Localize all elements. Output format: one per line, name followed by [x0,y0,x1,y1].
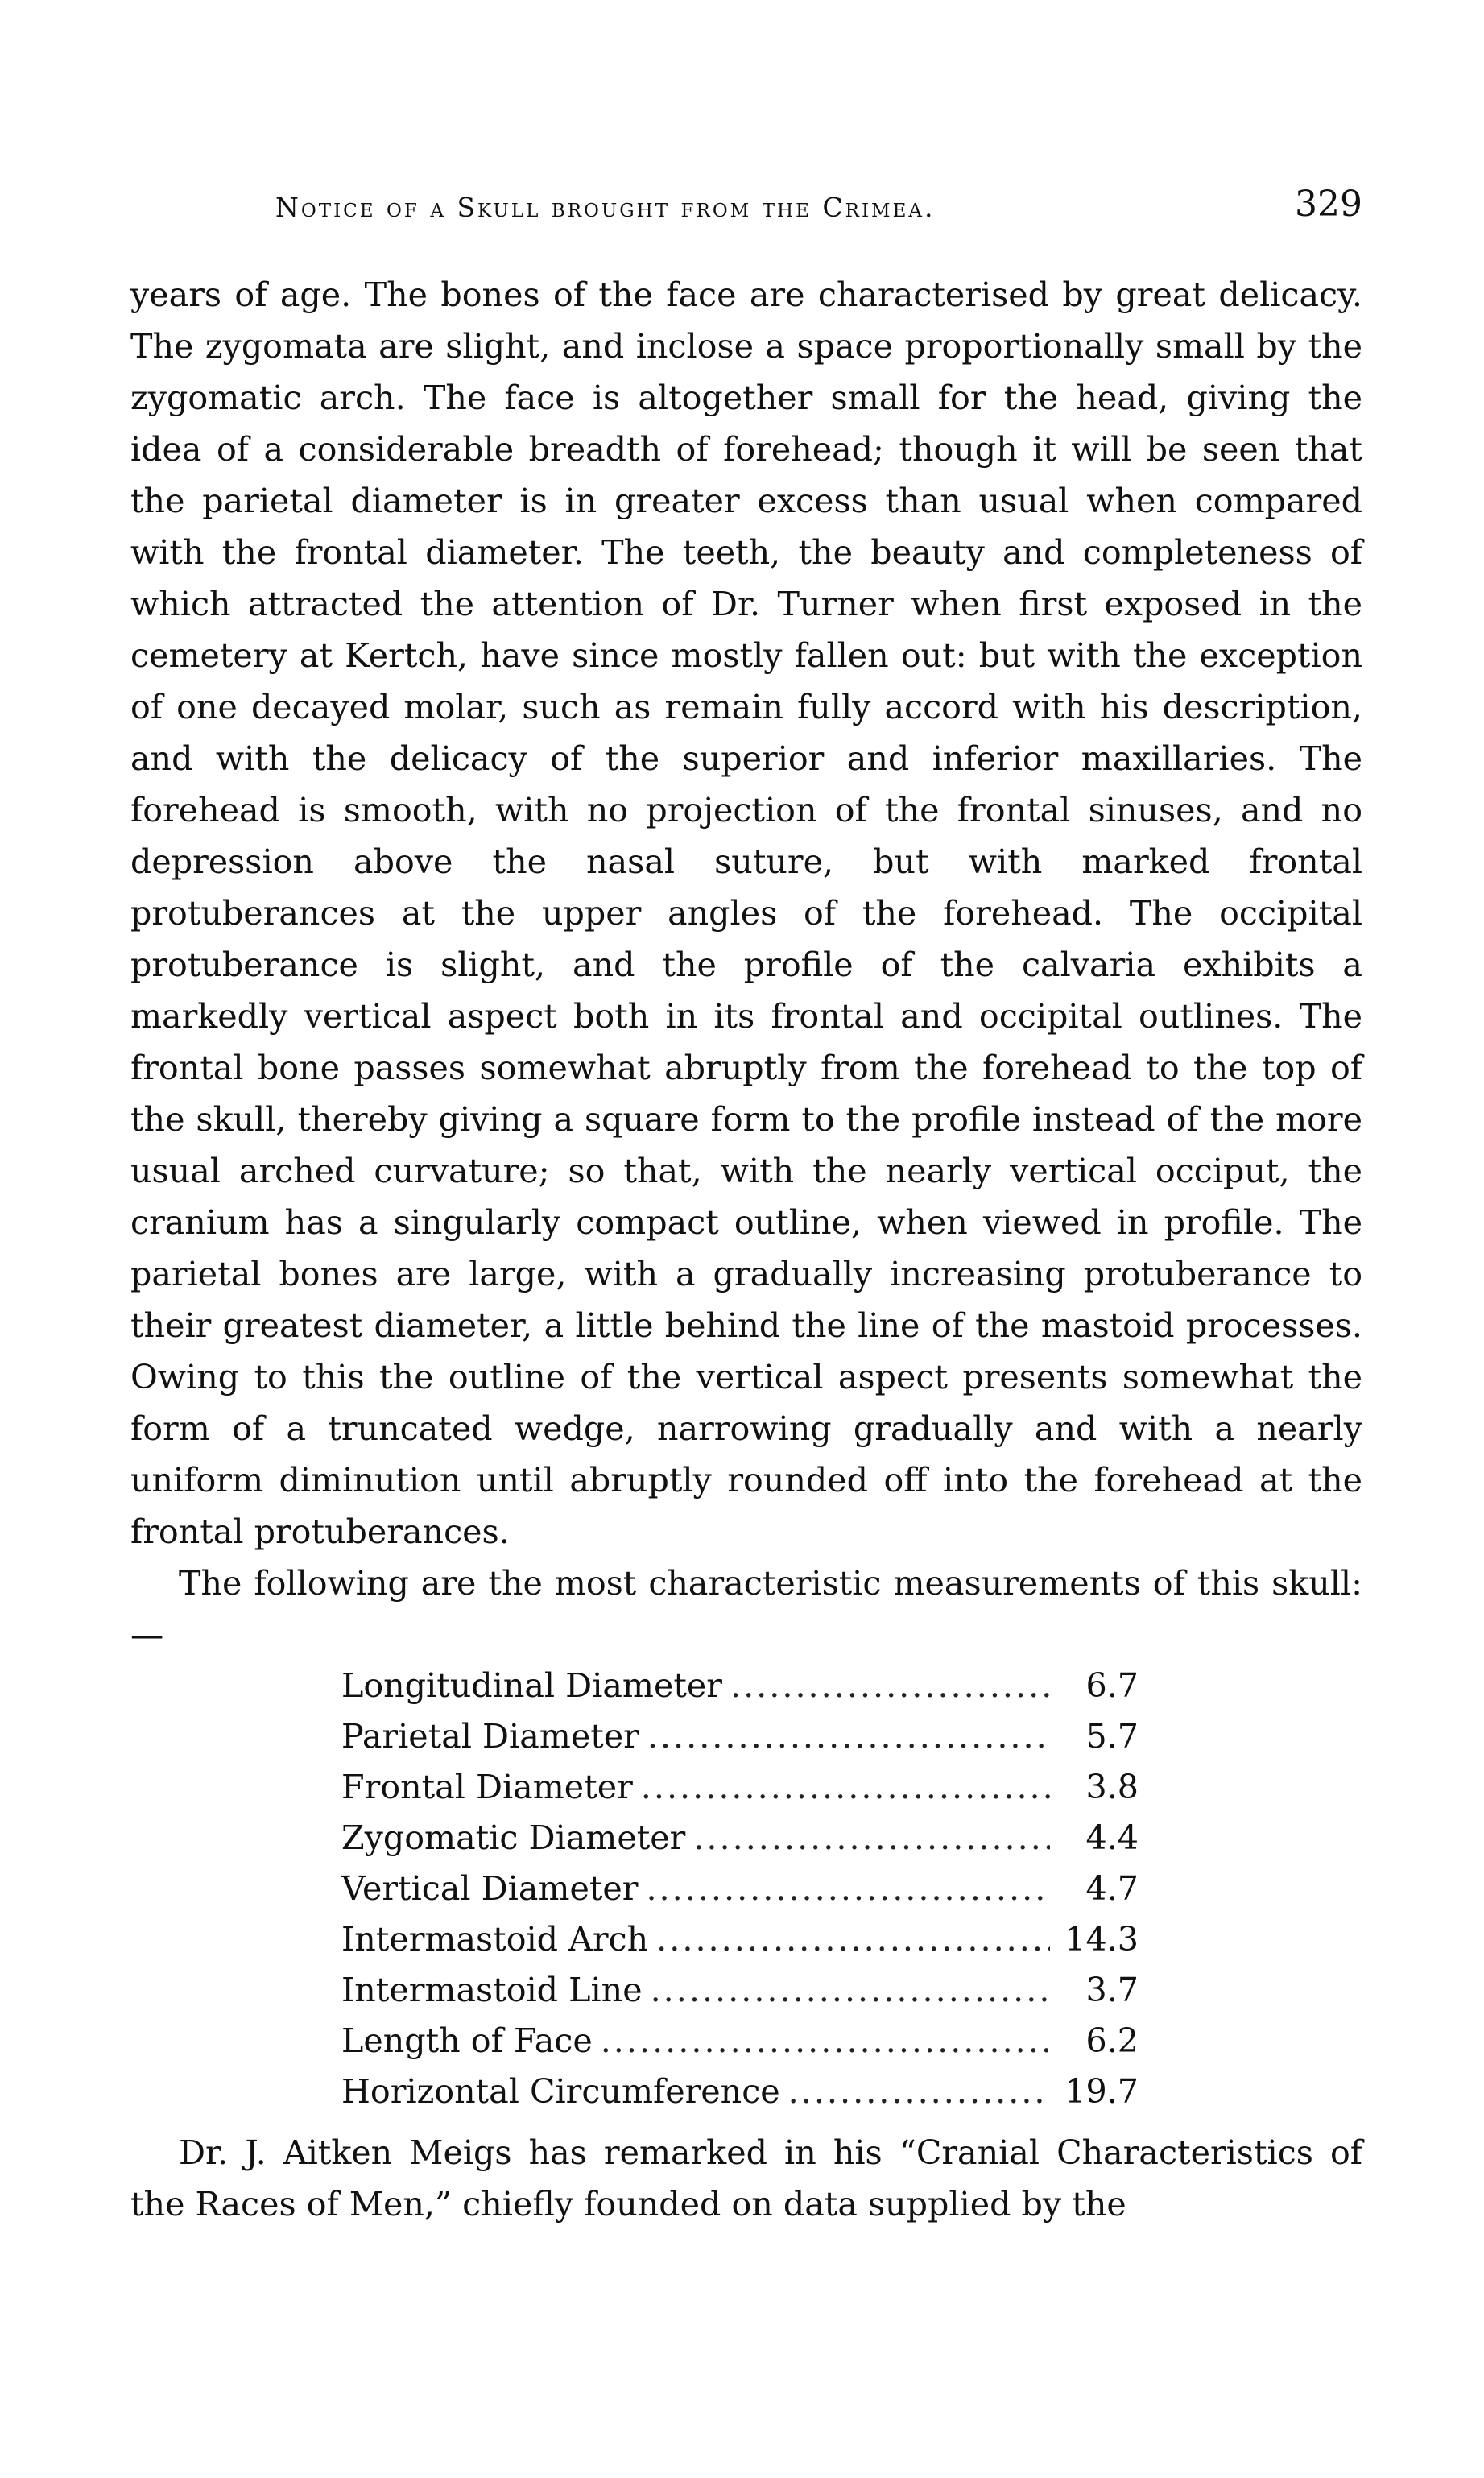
measurement-value: 6.7 [1085,1666,1139,1705]
measurement-label: Parietal Diameter [341,1717,639,1756]
measurement-value: 3.7 [1085,1971,1139,2009]
measurement-label: Intermastoid Arch [341,1920,649,1959]
measurement-label: Vertical Diameter [341,1869,639,1908]
dot-leader [693,1813,1050,1864]
dot-leader [647,1711,1050,1762]
measurement-row [341,1864,1139,1914]
page-number: 329 [1295,184,1362,225]
measurement-row [341,1965,1139,2016]
measurement-value: 6.2 [1085,2021,1139,2060]
measurement-row [341,1914,1139,1965]
measurement-label: Length of Face [341,2021,593,2060]
measurement-row [341,2016,1139,2066]
measurement-row [341,1762,1139,1813]
measurement-value: 4.4 [1085,1818,1139,1857]
running-head [130,185,1362,242]
measurement-label: Horizontal Circumference [341,2072,780,2111]
body-paragraph: The following are the most characteristic measurements of this skull:— [130,1564,1362,1654]
measurement-value: 5.7 [1085,1717,1139,1756]
measurement-value: 3.8 [1085,1768,1139,1806]
dot-leader [601,2016,1050,2066]
dot-leader [651,1965,1050,2016]
measurement-value: 19.7 [1064,2072,1139,2111]
measurements-table [341,1661,1139,2117]
dot-leader [646,1864,1050,1914]
body-paragraph: years of age. The bones of the face are characterised by great delicacy. The zygomata are slight, and inclose a space proportionally small by the zygomatic arch. The face is altogether small for the head, giving the idea of a considerable breadth of forehead; though it will be seen that the parietal diameter is in greater excess than usual when compared with the frontal diameter. The teeth, the beauty and completeness of which attracted the attention of Dr. Turner when first exposed in the cemetery at Kertch, have since mostly fallen out: but with the exception of one decayed molar, such as remain fully accord with his description, and with the delicacy of the superior and inferior maxillaries. The forehead is smooth, with no projection of the frontal sinuses, and no depression above the nasal suture, but with marked frontal protuberances at the upper angles of the forehead. The occipital protuberance is slight, and the profile of the calvaria exhibits a markedly vertical aspect both in its frontal and occipital outlines. The frontal bone passes somewhat abruptly from the forehead to the top of the skull, thereby giving a square form to the profile instead of the more usual arched curvature; so that, with the nearly vertical occiput, the cranium has a singularly compact outline, when viewed in profile. The parietal bones are large, with a gradually increasing protuberance to their greatest diameter, a little behind the line of the mastoid processes. Owing to this the outline of the vertical aspect presents somewhat the form of a truncated wedge, narrowing gradually and with a nearly uniform diminution until abruptly rounded off into the forehead at the frontal protuberances. [130,275,1362,1551]
measurement-label: Frontal Diameter [341,1768,633,1806]
body-paragraph: Dr. J. Aitken Meigs has remarked in his “Cranial Characteristics of the Races of Men,” chiefly founded on data supplied by the [130,2133,1362,2224]
dot-leader [656,1914,1050,1965]
measurement-row [341,1711,1139,1762]
measurement-label: Longitudinal Diameter [341,1666,722,1705]
measurement-row [341,1813,1139,1864]
measurement-label: Zygomatic Diameter [341,1818,686,1857]
dot-leader [730,1661,1050,1711]
dot-leader [641,1762,1050,1813]
measurement-value: 14.3 [1064,1920,1139,1959]
measurement-value: 4.7 [1085,1869,1139,1908]
running-title: Notice of a Skull brought from the Crimea. [275,192,936,223]
book-page [130,185,1362,2230]
measurement-row [341,2066,1139,2117]
dot-leader [788,2066,1050,2117]
measurement-label: Intermastoid Line [341,1971,643,2009]
measurement-row [341,1661,1139,1711]
